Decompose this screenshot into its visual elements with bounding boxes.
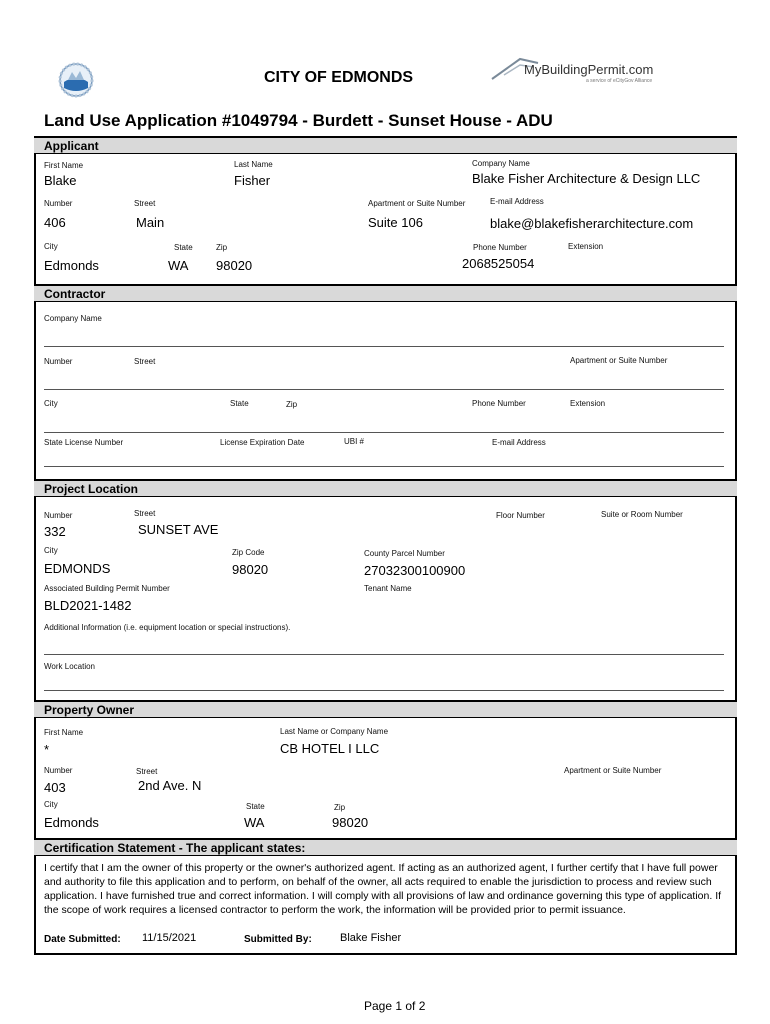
- owner-city[interactable]: Edmonds: [44, 815, 99, 830]
- owner-city-label: City: [44, 800, 58, 809]
- certification-text: I certify that I am the owner of this property or the owner's authorized agent. If acting as an authorized agent, I further certify that I have full power and authority to file this application and to perform, on behalf of the owner, all acts required to enable the jurisdiction to process and review such application. I have furnished true and correct information. I will comply with all provisions of law and ordinance governing this type of application. If the scope of work requires a licensed contractor to perform the work, the information will be provided prior to permit issuance.: [44, 862, 722, 916]
- project-assoc-label: Associated Building Permit Number: [44, 584, 170, 593]
- project-number[interactable]: 332: [44, 524, 66, 539]
- applicant-zip-label: Zip: [216, 243, 228, 252]
- project-city[interactable]: EDMONDS: [44, 561, 111, 576]
- section-property-owner: Property Owner: [34, 700, 737, 718]
- page-number: Page 1 of 2: [364, 999, 426, 1013]
- project-parcel-label: County Parcel Number: [364, 549, 445, 558]
- owner-number-label: Number: [44, 766, 73, 775]
- project-floor-label: Floor Number: [496, 511, 545, 520]
- contractor-license-label: State License Number: [44, 438, 124, 447]
- project-assoc[interactable]: BLD2021-1482: [44, 598, 132, 613]
- applicant-ext-label: Extension: [568, 242, 604, 251]
- applicant-first-name-label: First Name: [44, 161, 84, 170]
- owner-street-label: Street: [136, 767, 158, 776]
- project-work-label: Work Location: [44, 662, 95, 671]
- contractor-license-line[interactable]: [44, 466, 724, 467]
- applicant-email[interactable]: blake@blakefisherarchitecture.com: [490, 216, 694, 231]
- project-zip[interactable]: 98020: [232, 562, 269, 577]
- submitted-by-label: Submitted By:: [244, 934, 312, 945]
- section-applicant: Applicant: [34, 136, 737, 154]
- owner-first-name[interactable]: *: [44, 742, 50, 757]
- contractor-state-label: State: [230, 399, 249, 408]
- project-additional-label: Additional Information (i.e. equipment location or special instructions).: [44, 623, 291, 632]
- applicant-company-label: Company Name: [472, 159, 530, 168]
- applicant-phone-label: Phone Number: [473, 243, 527, 252]
- project-city-label: City: [44, 546, 58, 555]
- mybuildingpermit-logo: MyBuildingPermit.com a service of eCityGov Alliance: [490, 53, 660, 87]
- date-submitted-label: Date Submitted:: [44, 934, 121, 945]
- applicant-email-label: E-mail Address: [490, 197, 544, 206]
- applicant-apt-label: Apartment or Suite Number: [368, 199, 466, 208]
- section-certification: Certification Statement - The applicant states:: [34, 838, 737, 856]
- applicant-state-label: State: [174, 243, 193, 252]
- applicant-street-label: Street: [134, 199, 156, 208]
- applicant-state[interactable]: WA: [168, 258, 189, 273]
- contractor-email-label: E-mail Address: [492, 438, 546, 447]
- applicant-city-label: City: [44, 242, 58, 251]
- project-work-line[interactable]: [44, 690, 724, 691]
- city-seal-logo: [58, 62, 94, 98]
- applicant-number[interactable]: 406: [44, 215, 66, 230]
- owner-last-name-label: Last Name or Company Name: [280, 727, 389, 736]
- project-tenant-label: Tenant Name: [364, 584, 412, 593]
- owner-apt-label: Apartment or Suite Number: [564, 766, 662, 775]
- contractor-city-line[interactable]: [44, 432, 724, 433]
- owner-zip[interactable]: 98020: [332, 815, 369, 830]
- submitted-by: Blake Fisher: [340, 932, 402, 944]
- project-additional-line[interactable]: [44, 654, 724, 655]
- contractor-ubi-label: UBI #: [344, 437, 365, 446]
- owner-street[interactable]: 2nd Ave. N: [138, 778, 202, 793]
- project-suite-label: Suite or Room Number: [601, 510, 683, 519]
- project-street[interactable]: SUNSET AVE: [138, 522, 219, 537]
- contractor-phone-label: Phone Number: [472, 399, 526, 408]
- applicant-zip[interactable]: 98020: [216, 258, 253, 273]
- contractor-apt-label: Apartment or Suite Number: [570, 356, 668, 365]
- applicant-street[interactable]: Main: [136, 215, 165, 230]
- applicant-company[interactable]: Blake Fisher Architecture & Design LLC: [472, 171, 701, 186]
- contractor-zip-label: Zip: [286, 400, 298, 409]
- contractor-address-line[interactable]: [44, 389, 724, 390]
- owner-last-name[interactable]: CB HOTEL I LLC: [280, 741, 380, 756]
- project-zip-label: Zip Code: [232, 548, 265, 557]
- project-parcel[interactable]: 27032300100900: [364, 563, 466, 578]
- section-project-location: Project Location: [34, 479, 737, 497]
- contractor-license-exp-label: License Expiration Date: [220, 438, 305, 447]
- project-street-label: Street: [134, 509, 156, 518]
- applicant-last-name-label: Last Name: [234, 160, 273, 169]
- form-frame: [34, 136, 737, 955]
- applicant-phone[interactable]: 2068525054: [462, 256, 535, 271]
- applicant-first-name[interactable]: Blake: [44, 173, 77, 188]
- contractor-company-label: Company Name: [44, 314, 102, 323]
- contractor-company-line[interactable]: [44, 346, 724, 347]
- page-title: Land Use Application #1049794 - Burdett - Sunset House - ADU: [44, 111, 553, 130]
- applicant-number-label: Number: [44, 199, 73, 208]
- contractor-ext-label: Extension: [570, 399, 606, 408]
- contractor-number-label: Number: [44, 357, 73, 366]
- applicant-last-name[interactable]: Fisher: [234, 173, 271, 188]
- owner-state-label: State: [246, 802, 265, 811]
- city-name: CITY OF EDMONDS: [264, 69, 414, 86]
- date-submitted: 11/15/2021: [142, 932, 197, 944]
- owner-first-name-label: First Name: [44, 728, 84, 737]
- owner-zip-label: Zip: [334, 803, 346, 812]
- section-contractor: Contractor: [34, 284, 737, 302]
- applicant-apt[interactable]: Suite 106: [368, 215, 423, 230]
- contractor-street-label: Street: [134, 357, 156, 366]
- owner-state[interactable]: WA: [244, 815, 265, 830]
- owner-number[interactable]: 403: [44, 780, 66, 795]
- contractor-city-label: City: [44, 399, 58, 408]
- project-number-label: Number: [44, 511, 73, 520]
- applicant-city[interactable]: Edmonds: [44, 258, 99, 273]
